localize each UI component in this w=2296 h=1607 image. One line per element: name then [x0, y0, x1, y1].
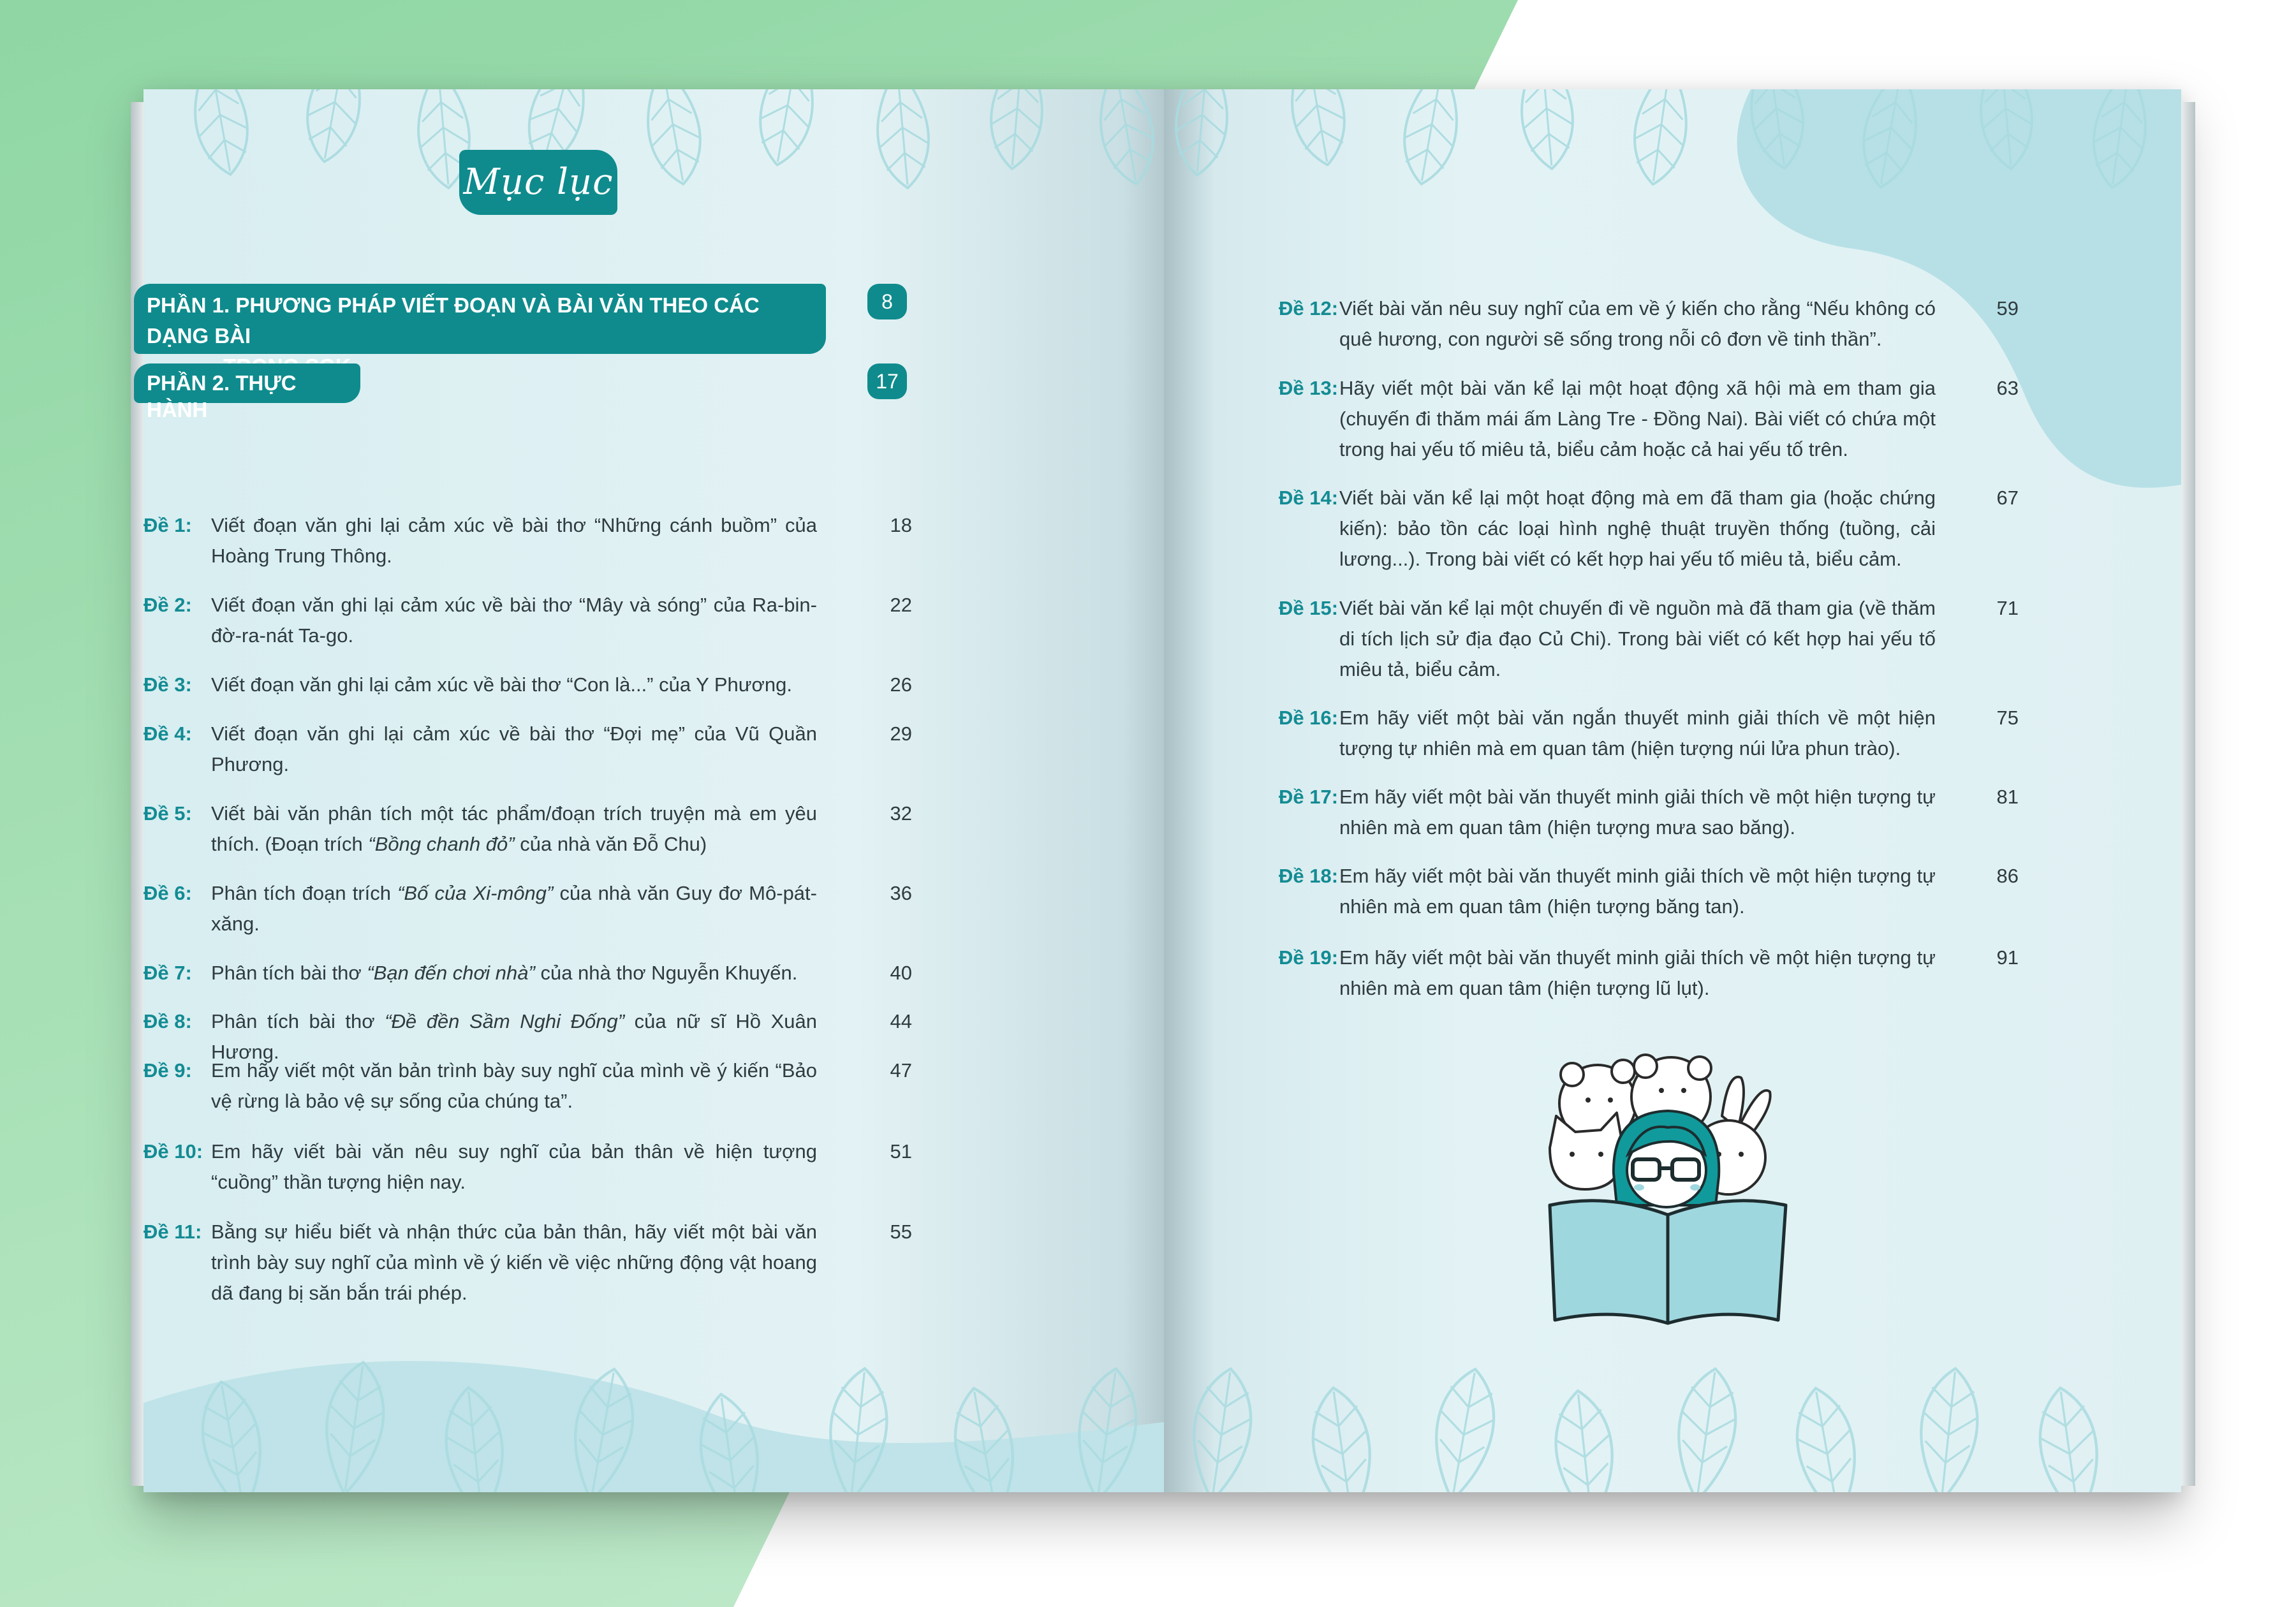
entry-code: Đề 17:	[1279, 786, 1339, 808]
entry-text-b: của nữ sĩ Hồ Xuân Hương.	[211, 1010, 818, 1063]
entry-code: Đề 18:	[1279, 865, 1339, 887]
entry-code: Đề 15:	[1279, 597, 1339, 619]
entry-page: 71	[1996, 597, 2019, 619]
entry-text	[211, 798, 817, 860]
entry-page: 47	[890, 1059, 912, 1082]
entry-text: Viết bài văn kể lại một hoạt động mà em đã tham gia (hoặc chứng kiến): bảo tồn các loại hình nghệ thuật truyền thống (tuồng, cải lương...). Trong bài viết có kết hợp hai yếu tố miêu tả, biểu cảm.	[1339, 487, 1936, 570]
entry-code: Đề 4:	[144, 723, 192, 745]
entry-code: Đề 3:	[144, 673, 192, 696]
section-part-1[interactable]	[134, 284, 826, 354]
entry-page: 44	[890, 1010, 912, 1032]
entry-code: Đề 2:	[144, 594, 192, 616]
entry-text: Viết bài văn kể lại một chuyến đi về nguồn mà đã tham gia (về thăm di tích lịch sử địa đạo Củ Chi). Trong bài viết có kết hợp hai yếu tố miêu tả, biểu cảm.	[1339, 597, 1936, 680]
entry-text: Viết đoạn văn ghi lại cảm xúc về bài thơ “Những cánh buồm” của Hoàng Trung Thông.	[211, 514, 817, 567]
entry-code: Đề 11:	[144, 1221, 202, 1243]
entry-page: 36	[890, 882, 912, 904]
section-part-1-line1: PHẦN 1. PHƯƠNG PHÁP VIẾT ĐOẠN VÀ BÀI VĂN THEO CÁC DẠNG BÀI	[147, 293, 760, 348]
entry-code: Đề 7:	[144, 962, 192, 984]
entry-text: Bằng sự hiểu biết và nhận thức của bản thân, hãy viết một bài văn trình bày suy nghĩ của mình về ý kiến về việc những động vật hoang dã đang bị săn bắn trái phép.	[211, 1221, 817, 1304]
entry-page: 91	[1996, 946, 2019, 969]
entry-text-b: của nhà văn Guy đơ Mô-pát-xăng.	[211, 882, 817, 935]
reading-girl-illustration	[1537, 1052, 1818, 1326]
entry-text	[211, 958, 817, 988]
entry-text: Viết đoạn văn ghi lại cảm xúc về bài thơ “Mây và sóng” của Ra-bin-đờ-ra-nát Ta-go.	[211, 594, 817, 647]
entry-text	[211, 878, 817, 939]
entry-code: Đề 12:	[1279, 297, 1339, 319]
entry-code: Đề 10:	[144, 1140, 203, 1163]
section-part-1-page: 8	[867, 284, 907, 319]
entry-text-b: của nhà thơ Nguyễn Khuyến.	[534, 962, 798, 984]
entry-text-a: Phân tích bài thơ	[211, 962, 367, 984]
entry-text-italic: “Bồng chanh đỏ”	[368, 833, 515, 855]
section-part-2-page: 17	[867, 363, 907, 399]
entry-text-italic: “Bố của Xi-mông”	[397, 882, 554, 904]
entry-text-a: Phân tích bài thơ	[211, 1010, 385, 1032]
entry-text: Em hãy viết một bài văn thuyết minh giải thích về một hiện tượng tự nhiên mà em quan tâm (hiện tượng băng tan).	[1339, 865, 1936, 918]
entry-text: Viết đoạn văn ghi lại cảm xúc về bài thơ “Đợi mẹ” của Vũ Quần Phương.	[211, 723, 817, 775]
entry-page: 18	[890, 514, 912, 536]
entry-text-italic: “Bạn đến chơi nhà”	[367, 962, 535, 984]
entry-page: 75	[1996, 707, 2019, 729]
toc-title: Mục lục	[459, 150, 617, 215]
entry-page: 22	[890, 594, 912, 616]
entry-text: Em hãy viết một bài văn ngắn thuyết minh giải thích về một hiện tượng tự nhiên mà em quan tâm (hiện tượng núi lửa phun trào).	[1339, 707, 1936, 759]
entry-text-italic: “Đề đền Sầm Nghi Đống”	[385, 1010, 625, 1032]
entry-code: Đề 5:	[144, 802, 192, 825]
entry-page: 26	[890, 673, 912, 696]
entry-page: 81	[1996, 786, 2019, 808]
entry-code: Đề 1:	[144, 514, 192, 536]
entry-page: 63	[1996, 377, 2019, 399]
entry-text-a: Phân tích đoạn trích	[211, 882, 398, 904]
entry-text: Em hãy viết bài văn nêu suy nghĩ của bản thân về hiện tượng “cuồng” thần tượng hiện nay.	[211, 1140, 817, 1193]
page-edge-right	[2180, 102, 2195, 1486]
entry-page: 51	[890, 1140, 912, 1163]
section-part-2[interactable]: PHẦN 2. THỰC HÀNH	[134, 363, 360, 403]
entry-page: 40	[890, 962, 912, 984]
entry-page: 55	[890, 1221, 912, 1243]
entry-page: 32	[890, 802, 912, 825]
entry-text-a: Viết bài văn phân tích một tác phẩm/đoạn trích truyện mà em yêu thích. (Đoạn trích	[211, 802, 817, 855]
entry-code: Đề 9:	[144, 1059, 192, 1082]
entry-page: 29	[890, 723, 912, 745]
entry-code: Đề 16:	[1279, 707, 1339, 729]
entry-text: Hãy viết một bài văn kể lại một hoạt động xã hội mà em tham gia (chuyến đi thăm mái ấm Làng Tre - Đồng Nai). Bài viết có chứa một trong hai yếu tố miêu tả, biểu cảm hoặc cả hai yếu tố trên.	[1339, 377, 1936, 460]
entry-code: Đề 19:	[1279, 946, 1339, 969]
entry-code: Đề 8:	[144, 1010, 192, 1032]
entry-text: Em hãy viết một bài văn thuyết minh giải thích về một hiện tượng tự nhiên mà em quan tâm (hiện tượng lũ lụt).	[1339, 946, 1936, 999]
entry-code: Đề 6:	[144, 882, 192, 904]
entry-text: Em hãy viết một bài văn thuyết minh giải thích về một hiện tượng tự nhiên mà em quan tâm (hiện tượng mưa sao băng).	[1339, 786, 1936, 839]
entry-page: 86	[1996, 865, 2019, 887]
entry-text: Viết bài văn nêu suy nghĩ của em về ý kiến cho rằng “Nếu không có quê hương, con người sẽ sống trong nỗi cô đơn về tinh thần”.	[1339, 297, 1936, 350]
entry-text-b: của nhà văn Đỗ Chu)	[514, 833, 707, 855]
entry-code: Đề 13:	[1279, 377, 1339, 399]
entry-page: 59	[1996, 297, 2019, 319]
entry-text: Em hãy viết một văn bản trình bày suy nghĩ của mình về ý kiến “Bảo vệ rừng là bảo vệ sự sống của chúng ta”.	[211, 1059, 817, 1112]
entry-page: 67	[1996, 487, 2019, 509]
entry-text: Viết đoạn văn ghi lại cảm xúc về bài thơ “Con là...” của Y Phương.	[211, 673, 792, 696]
entry-code: Đề 14:	[1279, 487, 1339, 509]
